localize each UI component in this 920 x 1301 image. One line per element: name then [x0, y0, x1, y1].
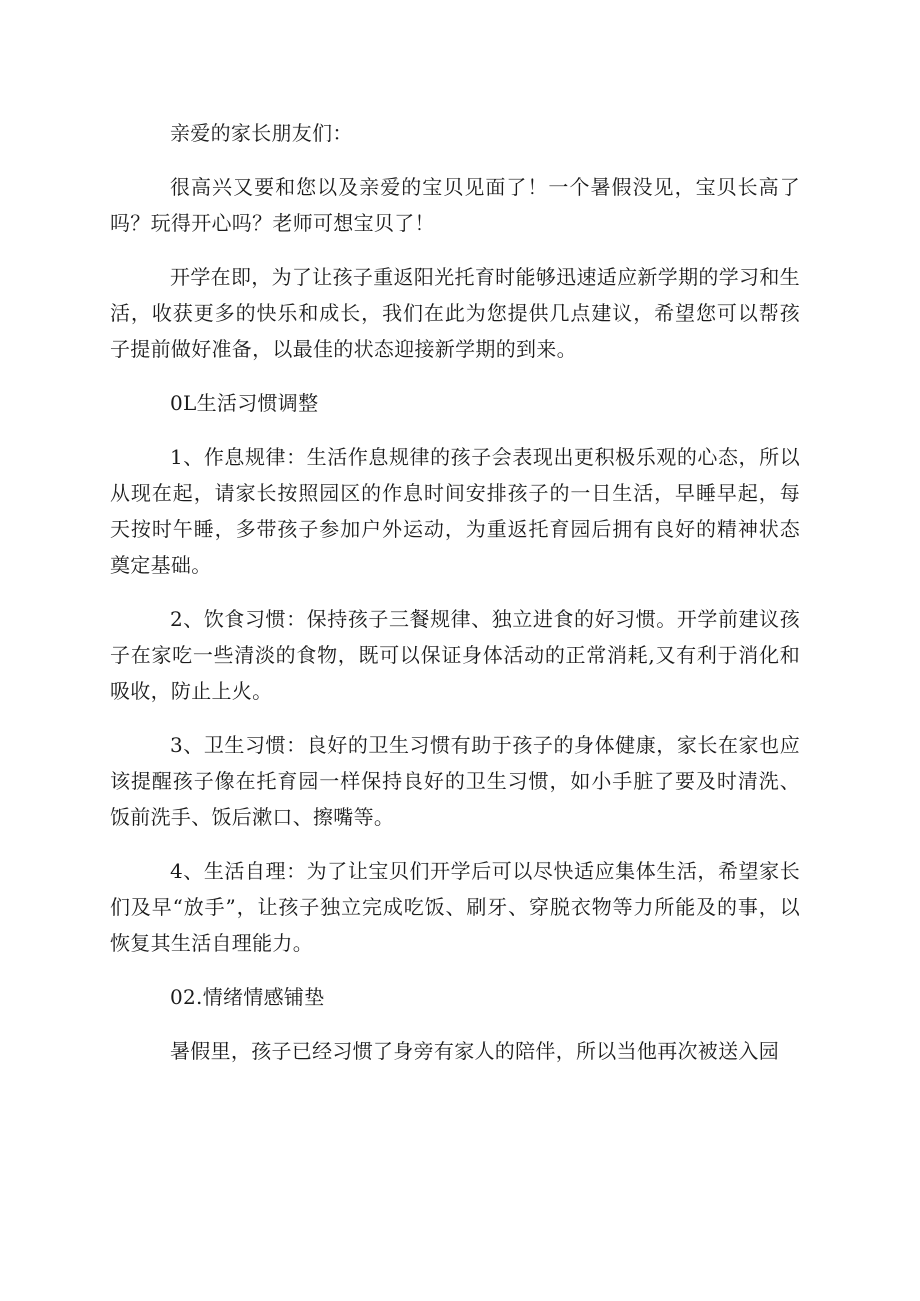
paragraph-hygiene: 3、卫生习惯：良好的卫生习惯有助于孩子的身体健康，家长在家也应该提醒孩子像在托育园一样保持良好的卫生习惯，如小手脏了要及时清洗、饭前洗手、饭后漱口、擦嘴等。	[110, 733, 800, 829]
paragraph-self-care: 4、生活自理：为了让宝贝们开学后可以尽快适应集体生活，希望家长们及早“放手”，让孩子独立完成吃饭、刷牙、穿脱衣物等力所能及的事，以恢复其生活自理能力。	[110, 859, 800, 955]
paragraph-emotion: 暑假里，孩子已经习惯了身旁有家人的陪伴，所以当他再次被送入园	[170, 1039, 779, 1063]
section-heading-emotion: 02.情绪情感铺垫	[170, 985, 325, 1009]
greeting: 亲爱的家长朋友们：	[170, 121, 353, 145]
paragraph-intro: 开学在即，为了让孩子重返阳光托育时能够迅速适应新学期的学习和生活，收获更多的快乐和成长，我们在此为您提供几点建议，希望您可以帮孩子提前做好准备，以最佳的状态迎接新学期的到来。	[110, 265, 800, 361]
paragraph-reunion: 很高兴又要和您以及亲爱的宝贝见面了！一个暑假没见，宝贝长高了吗？玩得开心吗？老师可想宝贝了！	[110, 175, 800, 235]
section-heading-habits: 0L生活习惯调整	[170, 391, 319, 415]
paragraph-routine: 1、作息规律：生活作息规律的孩子会表现出更积极乐观的心态，所以从现在起，请家长按照园区的作息时间安排孩子的一日生活，早睡早起，每天按时午睡，多带孩子参加户外运动，为重返托育园后拥有良好的精神状态奠定基础。	[110, 445, 800, 577]
paragraph-diet: 2、饮食习惯：保持孩子三餐规律、独立进食的好习惯。开学前建议孩子在家吃一些清淡的食物，既可以保证身体活动的正常消耗,又有利于消化和吸收，防止上火。	[110, 607, 800, 703]
document-body	[110, 115, 800, 1069]
